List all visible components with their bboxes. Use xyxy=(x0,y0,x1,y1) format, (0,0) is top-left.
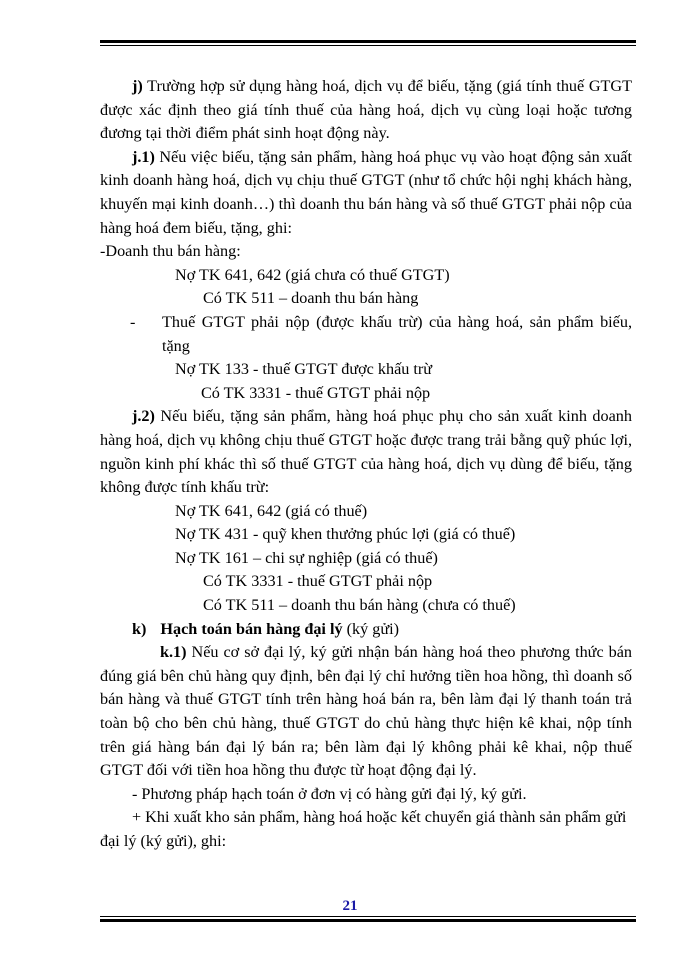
paragraph-k1 xyxy=(100,641,632,783)
document-body xyxy=(100,75,632,854)
header-rule xyxy=(100,40,636,43)
k-heading-text: Hạch toán bán hàng đại lý xyxy=(160,619,343,638)
paragraph-j2 xyxy=(100,405,632,499)
k-heading-suffix: (ký gửi) xyxy=(342,619,400,638)
vat-paragraph xyxy=(100,311,632,358)
entry-debit-161: Nợ TK 161 – chi sự nghiệp (giá có thuế) xyxy=(175,548,438,567)
label-k1: k.1) xyxy=(160,643,187,662)
text-j2: Nếu biếu, tặng sản phẩm, hàng hoá phục phụ cho sản xuất kinh doanh hàng hoá, dịch vụ không chịu thuế GTGT hoặc được trang trải bằng quỹ phúc lợi, nguồn kinh phí khác thì số thuế GTGT của hàng hoá, dịch vụ dùng để biếu, tặng không được tính khấu trừ: xyxy=(100,407,632,497)
section-k-heading xyxy=(100,618,632,642)
entry-credit-511: Có TK 511 – doanh thu bán hàng xyxy=(203,289,419,308)
revenue-heading: -Doanh thu bán hàng: xyxy=(100,242,241,261)
entry-credit-511-b: Có TK 511 – doanh thu bán hàng (chưa có thuế) xyxy=(203,596,516,615)
footer-rule xyxy=(100,916,636,917)
entry-credit-3331-b: Có TK 3331 - thuế GTGT phải nộp xyxy=(203,572,433,591)
page-number: 21 xyxy=(342,898,358,914)
label-j2: j.2) xyxy=(132,407,155,426)
paragraph-j1 xyxy=(100,146,632,240)
export-paragraph: + Khi xuất kho sản phẩm, hàng hoá hoặc kết chuyển giá thành sản phẩm gửi đại lý (ký gửi), ghi: xyxy=(100,808,627,850)
text-j1: Nếu việc biếu, tặng sản phẩm, hàng hoá phục vụ vào hoạt động sản xuất kinh doanh hàng hoá, dịch vụ chịu thuế GTGT (như tổ chức hội nghị khách hàng, khuyến mại kinh doanh…) thì doanh thu bán hàng và số thuế GTGT phải nộp của hàng hoá đem biếu, tặng, ghi: xyxy=(100,147,632,237)
vat-text: Thuế GTGT phải nộp (được khấu trừ) của hàng hoá, sản phẩm biếu, tặng xyxy=(162,312,632,355)
entry-credit-3331: Có TK 3331 - thuế GTGT phải nộp xyxy=(201,383,431,402)
paragraph-j xyxy=(100,75,632,146)
entry-debit-641-tax: Nợ TK 641, 642 (giá có thuế) xyxy=(175,501,368,520)
entry-debit-431: Nợ TK 431 - quỹ khen thưởng phúc lợi (giá có thuế) xyxy=(175,525,516,544)
label-j1: j.1) xyxy=(132,147,155,166)
text-k1: Nếu cơ sở đại lý, ký gửi nhận bán hàng hoá theo phương thức bán đúng giá bên chủ hàng quy định, bên đại lý chỉ hưởng tiền hoa hồng, thì doanh số bán hàng và thuế GTGT tính trên hàng hoá bán ra, bên làm đại lý thanh toán trả toàn bộ cho bên chủ hàng, thuế GTGT do chủ hàng thực hiện kê khai, nộp tính trên giá hàng bán đại lý bán ra; bên làm đại lý không phải kê khai, nộp thuế GTGT đối với tiền hoa hồng thu được từ hoạt động đại lý. xyxy=(100,643,632,780)
text-j: Trường hợp sử dụng hàng hoá, dịch vụ để biếu, tặng (giá tính thuế GTGT được xác định theo giá tính thuế của hàng hoá, dịch vụ cùng loại hoặc tương đương tại thời điểm phát sinh hoạt động này. xyxy=(100,77,632,143)
label-k: k) xyxy=(132,619,147,638)
entry-debit-133: Nợ TK 133 - thuế GTGT được khấu trừ xyxy=(175,360,433,379)
label-j: j) xyxy=(132,77,143,95)
entry-debit-641: Nợ TK 641, 642 (giá chưa có thuế GTGT) xyxy=(175,265,450,284)
method-line: - Phương pháp hạch toán ở đơn vị có hàng gửi đại lý, ký gửi. xyxy=(132,784,527,803)
dash-bullet: - xyxy=(130,312,136,331)
